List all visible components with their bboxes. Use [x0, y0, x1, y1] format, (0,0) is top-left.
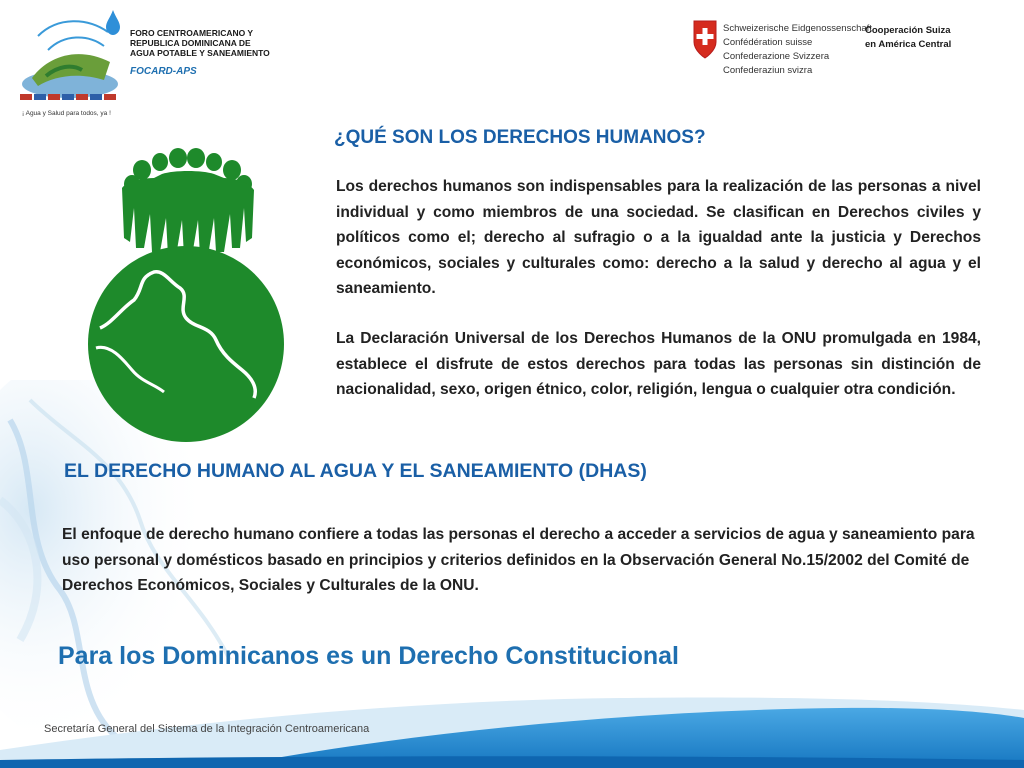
- human-rights-paragraph-2: La Declaración Universal de los Derechos Humanos de la ONU promulgada en 1984, establece el disfrute de estos derechos para todas las personas sin distinción de nacionalidad, sexo, origen étnico, color, religión, lengua o cualquier otra condición.: [336, 330, 981, 398]
- focard-acronym: FOCARD-APS: [130, 66, 197, 77]
- section-heading-dhas: EL DERECHO HUMANO AL AGUA Y EL SANEAMIENTO (DHAS): [64, 460, 647, 482]
- dhas-paragraph: El enfoque de derecho humano confiere a todas las personas el derecho a acceder a servicios de agua y saneamiento para uso personal y domésticos basado en principios y criterios definidos en la Observación General No.15/2002 del Comité de Derechos Económicos, Sociales y Culturales de la ONU.: [62, 526, 975, 594]
- focard-slogan: ¡ Agua y Salud para todos, ya !: [22, 110, 111, 117]
- swiss-confederation-names: [723, 22, 872, 78]
- swiss-name-de: Schweizerische Eidgenossenschaft: [723, 23, 872, 34]
- footer-sica: Secretaría General del Sistema de la Integración Centroamericana: [44, 723, 370, 735]
- swiss-cooperation-header: [693, 18, 993, 88]
- swiss-coop-line-2: en América Central: [865, 39, 952, 50]
- swiss-name-it: Confederazione Svizzera: [723, 51, 830, 62]
- focard-header: [18, 6, 278, 118]
- focard-line-3: AGUA POTABLE Y SANEAMIENTO: [130, 48, 270, 58]
- focard-logo-icon: [18, 6, 130, 106]
- swiss-name-fr: Confédération suisse: [723, 37, 813, 48]
- constitutional-right-statement: Para los Dominicanos es un Derecho Constitucional: [58, 642, 679, 670]
- focard-line-2: REPUBLICA DOMINICANA DE: [130, 38, 251, 48]
- section-heading-human-rights: ¿QUÉ SON LOS DERECHOS HUMANOS?: [334, 127, 706, 148]
- swiss-coop-line-1: Cooperación Suiza: [865, 25, 951, 36]
- people-globe-icon: [82, 148, 290, 444]
- swiss-shield-icon: [693, 20, 717, 60]
- focard-org-name: [130, 28, 270, 58]
- swiss-name-rm: Confederaziun svizra: [723, 65, 813, 76]
- swiss-cooperation-label: [865, 24, 951, 52]
- focard-line-1: FORO CENTROAMERICANO Y: [130, 28, 254, 38]
- human-rights-paragraph-1: Los derechos humanos son indispensables para la realización de las personas a nivel individual y como miembros de una sociedad. Se clasifican en Derechos civiles y políticos como el; derecho al sufragio o a la igualdad ante la justicia y Derechos económicos, sociales y culturales como: derecho a la salud y derecho al agua y el saneamiento.: [336, 178, 981, 297]
- wave-icon: [0, 660, 1024, 768]
